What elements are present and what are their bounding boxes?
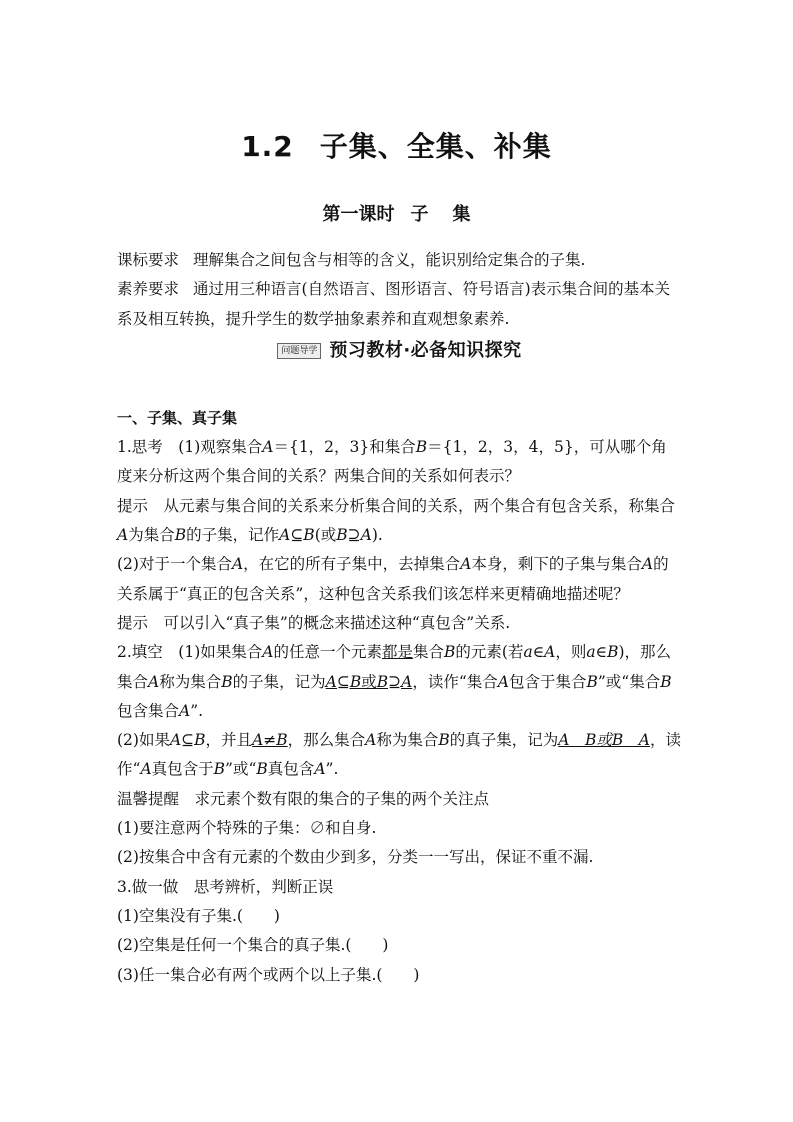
question-3: 3.做一做 思考辨析，判断正误 [117,877,334,896]
content-body [117,246,682,990]
tip-2: (2)按集合中含有元素的个数由少到多，分类一一写出，保证不重不漏. [117,848,594,867]
question-2: 2.填空 (1)如果集合A的任意一个元素都是集合B的元素(若a∈A，则a∈B)，那么集合A称为集合B的子集，记为A⊆B或B⊇A，读作“集合A包含于集合B”或“集合B包含集合A”. [117,643,672,720]
lesson-subtitle [0,200,793,226]
subtitle-part2: 子 [410,204,429,225]
title-text: 子集、全集、补集 [319,130,552,163]
subtitle-part3: 集 [452,204,471,225]
page-title [0,125,793,165]
hint-1: 提示 从元素与集合间的关系来分析集合间的关系，两个集合有包含关系，称集合A为集合B的子集，记作A⊆B(或B⊇A). [117,496,676,545]
requirement-2: 素养要求 通过用三种语言(自然语言、图形语言、符号语言)表示集合间的基本关系及相互转换，提升学生的数学抽象素养和直观想象素养. [117,280,671,328]
tip-1: (1)要注意两个特殊的子集：∅和自身. [117,819,377,838]
subtitle-part1: 第一课时 [322,204,395,225]
question-1-2: (2)对于一个集合A，在它的所有子集中，去掉集合A本身，剩下的子集与集合A的关系属于“真正的包含关系”，这种包含关系我们该怎样来更精确地描述呢？ [117,555,669,603]
section-heading: 一、子集、真子集 [117,408,238,427]
question-3-item: (2)空集是任何一个集合的真子集.( ) [117,936,389,955]
question-1: 1.思考 (1)观察集合A＝{1，2，3}和集合B＝{1，2，3，4，5}，可从哪个角度来分析这两个集合间的关系？两集合间的关系如何表示？ [117,438,667,486]
tip-title: 温馨提醒 求元素个数有限的集合的子集的两个关注点 [117,789,490,808]
title-number: 1.2 [241,130,294,163]
requirement-1: 课标要求 理解集合之间包含与相等的含义，能识别给定集合的子集. [117,251,586,269]
question-2-2: (2)如果A⊆B，并且A≠B，那么集合A称为集合B的真子集，记为A B或B A，读作“A真包含于B”或“B真包含A”. [117,731,681,779]
question-3-item: (3)任一集合必有两个或两个以上子集.( ) [117,965,420,984]
question-3-item: (1)空集没有子集.( ) [117,906,280,925]
section-banner [117,334,682,368]
banner-text: 预习教材·必备知识探究 [329,340,522,362]
hint-2: 提示 可以引入“真子集”的概念来描述这种“真包含”关系. [117,613,511,632]
banner-badge: 问题导学 [277,343,321,359]
